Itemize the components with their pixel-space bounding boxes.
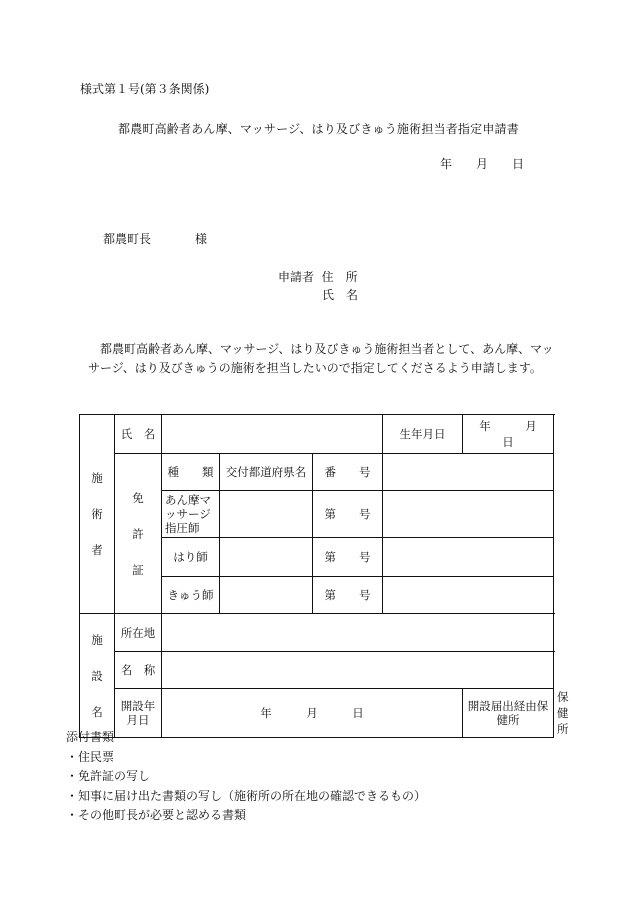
applicant-name-label: 氏 名 bbox=[322, 288, 359, 302]
attachments-heading: 添付書類 bbox=[66, 730, 115, 744]
application-table: 施 術 者 氏 名 生年月日 年 月 日 免 許 証 種 類 交付都道府県名 番 号 あん摩マッサージ指圧師 第 号 はり師 第 号 きゅう師 第 号 施 設 名 所在地 名 称 開設年月日 年 月 日 開設届出経由保健所 保健所 bbox=[79, 414, 554, 738]
facility-name-label: 名 称 bbox=[115, 652, 162, 689]
application-statement: 都農町高齢者あん摩、マッサージ、はり及びきゅう施術担当者として、あん摩、マッサージ、はり及びきゅうの施術を担当したいので指定してくださるよう申請します。 bbox=[88, 342, 554, 375]
license-number-header: 番 号 bbox=[313, 454, 383, 491]
license-section-label: 免 許 証 bbox=[115, 454, 162, 614]
anma-number-label: 第 号 bbox=[313, 491, 383, 538]
anma-prefecture-field[interactable] bbox=[220, 491, 313, 538]
dob-label: 生年月日 bbox=[383, 415, 463, 454]
facility-section-label: 施 設 名 bbox=[80, 614, 115, 738]
kyu-license-label: きゅう師 bbox=[162, 577, 220, 614]
applicant-address-label: 住 所 bbox=[321, 270, 358, 284]
license-type-header: 種 類 bbox=[162, 454, 220, 491]
facility-name-field[interactable] bbox=[162, 652, 554, 689]
applicant-address-line bbox=[278, 268, 358, 285]
name-field[interactable] bbox=[162, 415, 383, 454]
kyu-number-label: 第 号 bbox=[313, 577, 383, 614]
addressee-name: 都農町長 bbox=[103, 232, 152, 246]
location-field[interactable] bbox=[162, 614, 554, 652]
license-number-header-blank bbox=[383, 454, 554, 491]
name-label: 氏 名 bbox=[115, 415, 162, 454]
dob-field[interactable]: 年 月 日 bbox=[463, 415, 554, 454]
addressee-honorific: 様 bbox=[195, 232, 208, 246]
attachment-item: ・知事に届け出た書類の写し（施術所の所在地の確認できるもの） bbox=[66, 788, 427, 803]
hari-number-field[interactable] bbox=[383, 538, 554, 577]
document-title: 都農町高齢者あん摩、マッサージ、はり及びきゅう施術担当者指定申請書 bbox=[118, 122, 519, 136]
opening-date-label: 開設年月日 bbox=[115, 689, 162, 738]
issuing-prefecture-header: 交付都道府県名 bbox=[220, 454, 313, 491]
hari-license-label: はり師 bbox=[162, 538, 220, 577]
addressee bbox=[103, 230, 207, 247]
practitioner-section-label: 施 術 者 bbox=[80, 415, 115, 614]
kyu-number-field[interactable] bbox=[383, 577, 554, 614]
location-label: 所在地 bbox=[115, 614, 162, 652]
anma-number-field[interactable] bbox=[383, 491, 554, 538]
attachment-item: ・免許証の写し bbox=[66, 769, 151, 783]
attachment-item: ・住民票 bbox=[66, 749, 115, 764]
anma-license-label: あん摩マッサージ指圧師 bbox=[162, 491, 220, 538]
health-center-label: 開設届出経由保健所 bbox=[463, 689, 554, 738]
kyu-prefecture-field[interactable] bbox=[220, 577, 313, 614]
opening-date-field[interactable]: 年 月 日 bbox=[162, 689, 463, 738]
attachments bbox=[66, 728, 426, 826]
attachment-item: ・その他町長が必要と認める書類 bbox=[66, 808, 247, 822]
form-number: 様式第１号(第３条関係) bbox=[80, 82, 210, 96]
application-date: 年 月 日 bbox=[440, 157, 525, 171]
hari-number-label: 第 号 bbox=[313, 538, 383, 577]
hari-prefecture-field[interactable] bbox=[220, 538, 313, 577]
applicant-label: 申請者 bbox=[278, 270, 315, 284]
